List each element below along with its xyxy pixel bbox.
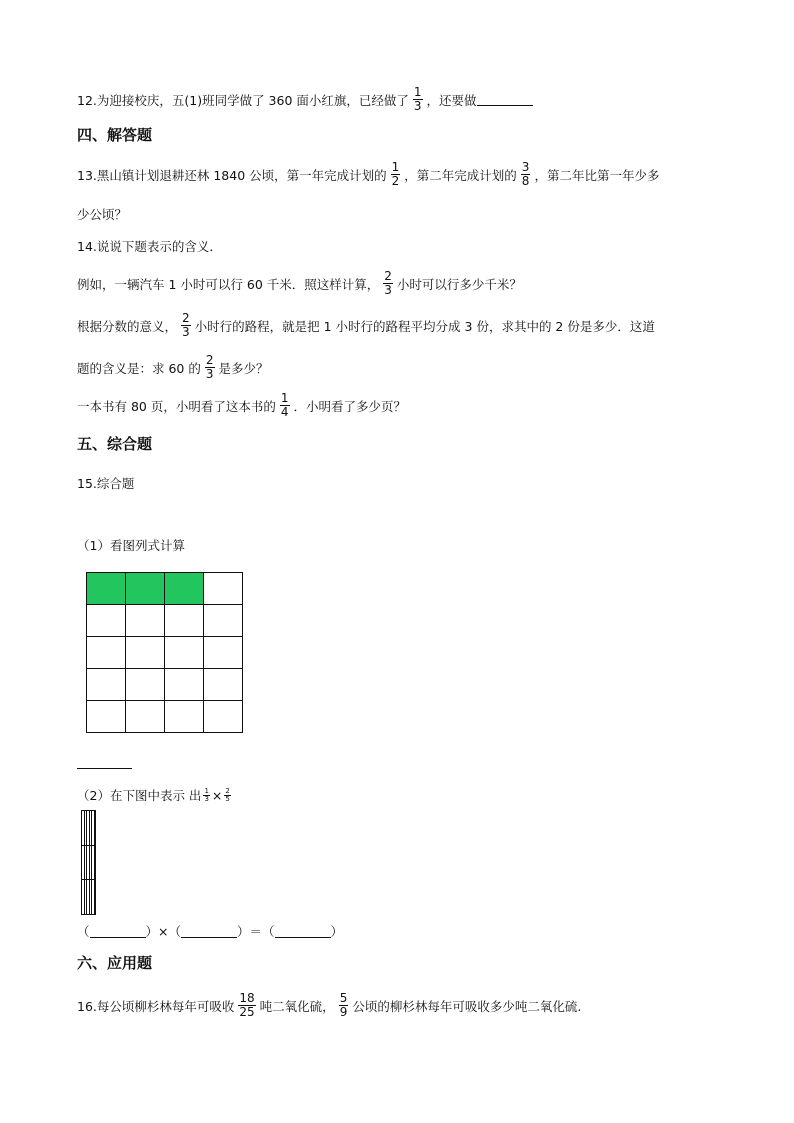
q14-example-fraction: $\frac{2}{3}$ — [384, 269, 392, 297]
q13-fraction-1: $\frac{1}{2}$ — [391, 160, 400, 188]
section-heading-4: 四、解答题 — [77, 126, 153, 144]
q15-grid-figure — [86, 572, 243, 733]
section-heading-5: 五、综合题 — [77, 435, 153, 453]
grid-cell — [204, 605, 243, 637]
grid-cell — [126, 605, 165, 637]
q16-fraction-2: $\frac{5}{9}$ — [339, 991, 348, 1019]
q15-part-2: （2）在下图中表示 出 $\frac{1}{3}$ × $\frac{2}{5}$ — [77, 786, 230, 803]
q15-fraction-2: $\frac{2}{5}$ — [225, 786, 230, 803]
grid-cell — [204, 637, 243, 669]
grid-cell-filled — [165, 573, 204, 605]
times-sign: × — [211, 787, 223, 803]
q12-text-after: ，还要做 — [426, 92, 477, 108]
q13-text-1: 13.黑山镇计划退耕还林 1840 公顷，第一年完成计划的 — [77, 167, 387, 183]
grid-cell — [87, 669, 126, 701]
q15-fraction-1: $\frac{1}{3}$ — [204, 786, 209, 803]
q14-explanation-fraction: $\frac{2}{3}$ — [182, 311, 190, 339]
q12-answer-blank[interactable] — [477, 93, 533, 106]
question-16: 16.每公顷柳杉林每年可吸收 $\frac{18}{25}$ 吨二氧化硫， $\frac{5}{9}$ 公顷的柳杉林每年可吸收多少吨二氧化硫. — [77, 991, 582, 1019]
grid-cell-filled — [126, 573, 165, 605]
q12-fraction: $\frac{1}{3}$ — [413, 85, 422, 113]
q14-meaning: 题的含义是：求 60 的 $\frac{2}{3}$ 是多少？ — [77, 353, 269, 381]
grid-cell — [165, 701, 204, 733]
q15-equation: （ ）×（ ）＝（ ） — [77, 924, 344, 939]
grid-cell — [204, 573, 243, 605]
grid-cell — [204, 669, 243, 701]
grid-cell — [165, 637, 204, 669]
q16-fraction-1: $\frac{18}{25}$ — [239, 991, 255, 1019]
q14-meaning-fraction: $\frac{2}{3}$ — [205, 353, 214, 381]
q13-fraction-2: $\frac{3}{8}$ — [521, 160, 530, 188]
q15-part-1: （1）看图列式计算 — [77, 538, 185, 553]
q14-explanation: 根据分数的意义， $\frac{2}{3}$ 小时行的路程，就是把 1 小时行的路程平均分成 3 份，求其中的 2 份是多少．这道 — [77, 311, 655, 339]
grid-cell — [87, 605, 126, 637]
q14-book-question: 一本书有 80 页，小明看了这本书的 $\frac{1}{4}$ ．小明看了多少页？ — [77, 391, 407, 419]
equation-blank-1[interactable] — [90, 925, 146, 938]
equation-blank-2[interactable] — [181, 925, 237, 938]
q14-book-fraction: $\frac{1}{4}$ — [280, 391, 289, 419]
equation-blank-3[interactable] — [275, 925, 331, 938]
grid-cell — [87, 637, 126, 669]
q14-title: 14.说说下题表示的含义． — [77, 239, 222, 254]
q13-text-3: ，第二年比第一年少多 — [534, 167, 660, 183]
grid-cell-filled — [87, 573, 126, 605]
q15-strip-figure — [81, 810, 96, 915]
grid-cell — [87, 701, 126, 733]
q14-example: 例如，一辆汽车 1 小时可以行 60 千米．照这样计算， $\frac{2}{3}$ 小时可以行多少千米？ — [77, 269, 522, 297]
q13-line-2: 少公顷？ — [77, 207, 128, 222]
question-12 — [77, 86, 533, 113]
q12-text: 12.为迎接校庆，五(1)班同学做了 360 面小红旗，已经做了 — [77, 92, 409, 108]
section-heading-6: 六、应用题 — [77, 954, 153, 972]
grid-cell — [126, 637, 165, 669]
q13-text-2: ，第二年完成计划的 — [404, 167, 517, 183]
q15-title: 15.综合题 — [77, 476, 135, 491]
grid-cell — [126, 701, 165, 733]
q15-answer-line[interactable] — [77, 768, 132, 769]
grid-cell — [126, 669, 165, 701]
grid-cell — [165, 669, 204, 701]
grid-cell — [165, 605, 204, 637]
grid-cell — [204, 701, 243, 733]
question-13 — [77, 161, 659, 188]
